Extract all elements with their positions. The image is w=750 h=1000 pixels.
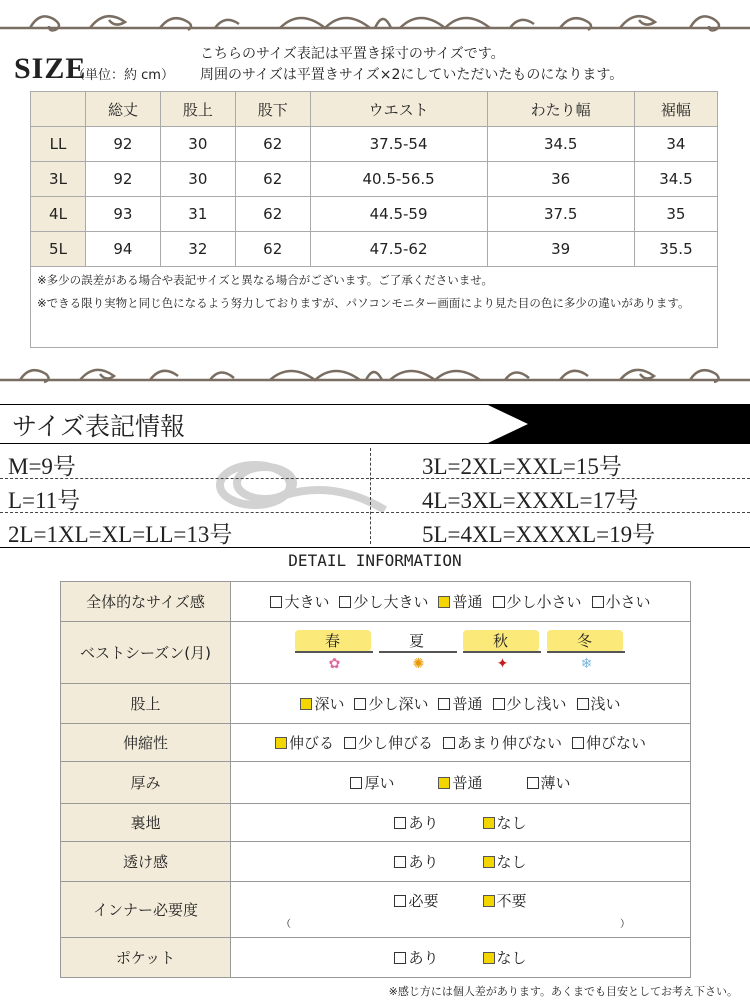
size-cell: 94 [86,232,161,267]
col-header: ウエスト [310,92,487,127]
scroll-ornament-icon [0,0,750,40]
option-item [339,591,428,612]
detail-row [61,804,691,842]
option-group [231,732,690,753]
column-divider [370,448,371,544]
option-text: 伸びる [288,734,334,752]
option-item [354,693,428,714]
size-cell: 35.5 [634,232,717,267]
size-cell: 31 [160,197,235,232]
size-label-title: サイズ表記情報 [12,414,186,441]
season-name: 冬 [547,630,623,652]
size-label-right-2: 4L=3XL=XXXL=17号 [422,488,639,513]
checkbox-icon [350,777,362,789]
size-cell: 62 [235,232,310,267]
option-item [394,890,438,911]
option-text: 普通 [452,774,483,792]
option-text: 必要 [408,891,439,910]
size-cell: 92 [86,127,161,162]
option-text: なし [496,814,527,832]
detail-row-values [231,724,691,762]
season-line [379,651,457,653]
option-item [493,693,567,714]
sunflower-icon: ✺ [412,655,425,672]
option-item [483,890,527,911]
size-label-left-2: L=11号 [8,488,81,513]
season-line [547,651,625,653]
option-text: 小さい [605,593,651,611]
size-cell: 62 [235,127,310,162]
option-text: 少し小さい [506,593,582,611]
detail-row-values [231,622,691,684]
size-cell: 92 [86,162,161,197]
option-text: 薄い [540,774,571,792]
option-item [275,732,334,753]
col-header: 裾幅 [634,92,717,127]
size-cell: 62 [235,197,310,232]
option-text: 少し伸びる [357,734,433,752]
option-group [231,890,690,911]
detail-heading: DETAIL INFORMATION [288,551,462,570]
size-cell: 30 [160,162,235,197]
row-divider [0,478,750,479]
checkbox-icon [394,856,406,868]
size-row [31,232,718,267]
checkbox-icon [354,698,366,710]
size-row [31,197,718,232]
detail-row-values [231,842,691,882]
option-item [300,693,344,714]
option-item [350,772,394,793]
paren-left: （ [281,918,291,930]
option-group [231,851,690,872]
size-cell: 34.5 [487,127,634,162]
size-note-line1: こちらのサイズ表記は平置き採寸のサイズです。 [200,46,505,62]
size-note-line2: 周囲のサイズは平置きサイズ×2にしていただいたものになります。 [200,67,624,83]
checkbox-icon [493,698,505,710]
option-group [231,812,690,833]
checked-box-icon [483,952,495,964]
disclaimer-2: ※できる限り実物と同じ色になるよう努力しておりますが、パソコンモニター画面により見た目の色に多少の違いがあります。 [37,296,690,310]
detail-row-label: 透け感 [61,842,231,882]
season-item [545,630,629,678]
option-text: なし [496,949,527,967]
size-row-label: LL [31,127,86,162]
option-text: 深い [314,695,345,713]
option-item [572,732,646,753]
checkbox-icon [443,737,455,749]
detail-row-values [231,804,691,842]
option-group [231,772,690,793]
checkbox-icon [344,737,356,749]
detail-row-values [231,938,691,978]
size-cell: 62 [235,162,310,197]
detail-row-label: 股上 [61,684,231,724]
checkbox-icon [270,596,282,608]
option-text: 少し深い [368,695,429,713]
checked-box-icon [275,737,287,749]
option-item [270,591,329,612]
detail-row [61,762,691,804]
option-text: 大きい [284,593,330,611]
maple-leaf-icon: ✦ [496,655,509,672]
option-text: 伸びない [586,734,647,752]
size-cell: 37.5 [487,197,634,232]
sakura-icon: ✿ [328,655,341,672]
option-item [483,812,527,833]
detail-row-values [231,582,691,622]
option-item [483,851,527,872]
season-item [293,630,377,678]
detail-row [61,882,691,938]
option-text: 厚い [364,774,395,792]
col-header: 股上 [160,92,235,127]
size-row [31,162,718,197]
detail-row [61,724,691,762]
option-group [231,947,690,968]
option-text: あり [408,949,439,967]
season-name: 夏 [408,631,424,650]
size-row-label: 3L [31,162,86,197]
size-cell: 93 [86,197,161,232]
checked-box-icon [483,817,495,829]
checked-box-icon [438,596,450,608]
detail-table [60,581,691,978]
detail-row [61,684,691,724]
middle-ornament [0,360,750,400]
snowflake-icon: ❄ [580,655,593,672]
season-item [461,630,545,678]
checkbox-icon [577,698,589,710]
checkbox-icon [394,952,406,964]
detail-row-label: ポケット [61,938,231,978]
option-text: 不要 [496,891,527,910]
option-item [394,947,438,968]
season-name: 秋 [463,630,539,652]
detail-row-values [231,684,691,724]
corner-cell [31,92,86,127]
detail-row-label: ベストシーズン(月) [61,622,231,684]
season-line [295,651,373,653]
checkbox-icon [527,777,539,789]
size-label-left-1: M=9号 [8,454,76,479]
scroll-ornament-icon [0,360,750,400]
option-item [443,732,562,753]
option-text: 普通 [452,695,483,713]
size-cell: 37.5-54 [310,127,487,162]
detail-row-label: インナー必要度 [61,882,231,938]
option-text: 少し浅い [506,695,567,713]
size-row-label: 5L [31,232,86,267]
option-item [483,947,527,968]
option-item [394,812,438,833]
option-text: 少し大きい [353,593,429,611]
option-text: あり [408,814,439,832]
disclaimer-1: ※多少の誤差がある場合や表記サイズと異なる場合がございます。ご了承くださいませ。 [37,273,493,287]
size-cell: 35 [634,197,717,232]
detail-row [61,842,691,882]
detail-row [61,582,691,622]
checked-box-icon [483,895,495,907]
detail-row-label: 裏地 [61,804,231,842]
option-item [438,591,482,612]
option-item [344,732,433,753]
checkbox-icon [339,596,351,608]
detail-row-values [231,762,691,804]
checkbox-icon [592,596,604,608]
top-ornament [0,0,750,40]
option-text: 普通 [452,593,483,611]
option-item [438,693,482,714]
checkbox-icon [394,895,406,907]
paren-right: ） [620,918,630,930]
size-label-left-3: 2L=1XL=XL=LL=13号 [8,522,233,547]
size-cell: 40.5-56.5 [310,162,487,197]
measuring-tape-icon [195,450,390,520]
col-header: 総丈 [86,92,161,127]
size-cell: 44.5-59 [310,197,487,232]
size-label-right-1: 3L=2XL=XXL=15号 [422,454,622,479]
checked-box-icon [300,698,312,710]
size-cell: 36 [487,162,634,197]
season-name: 春 [295,630,371,652]
checked-box-icon [483,856,495,868]
option-item [493,591,582,612]
option-text: あまり伸びない [457,734,563,752]
size-table-header [31,92,718,127]
option-group [231,591,690,612]
detail-row-label: 全体的なサイズ感 [61,582,231,622]
size-cell: 34 [634,127,717,162]
size-label-header [0,404,750,444]
size-unit: （単位：約 cm） [72,68,174,83]
detail-row [61,622,691,684]
size-cell: 39 [487,232,634,267]
size-row-label: 4L [31,197,86,232]
detail-footnote: ※感じ方には個人差があります。あくまでも目安としてお考え下さい。 [388,985,738,998]
size-cell: 34.5 [634,162,717,197]
option-text: 浅い [590,695,621,713]
col-header: わたり幅 [487,92,634,127]
size-label-right-3: 5L=4XL=XXXXL=19号 [422,522,656,547]
option-text: あり [408,853,439,871]
option-item [577,693,621,714]
checkbox-icon [493,596,505,608]
option-item [438,772,482,793]
size-cell: 30 [160,127,235,162]
checkbox-icon [572,737,584,749]
option-group [231,693,690,714]
disclaimer-box [30,267,718,348]
option-item [394,851,438,872]
detail-row-values [231,882,691,938]
detail-row [61,938,691,978]
detail-row-label: 伸縮性 [61,724,231,762]
checkbox-icon [394,817,406,829]
option-text: なし [496,853,527,871]
checked-box-icon [438,777,450,789]
option-item [592,591,651,612]
option-item [527,772,571,793]
size-cell: 32 [160,232,235,267]
checkbox-icon [438,698,450,710]
detail-row-label: 厚み [61,762,231,804]
size-title: SIZE [14,52,87,85]
size-table [30,91,718,267]
size-cell: 47.5-62 [310,232,487,267]
header-black-band [488,405,750,443]
size-row [31,127,718,162]
col-header: 股下 [235,92,310,127]
season-item [377,630,461,678]
season-line [463,651,541,653]
